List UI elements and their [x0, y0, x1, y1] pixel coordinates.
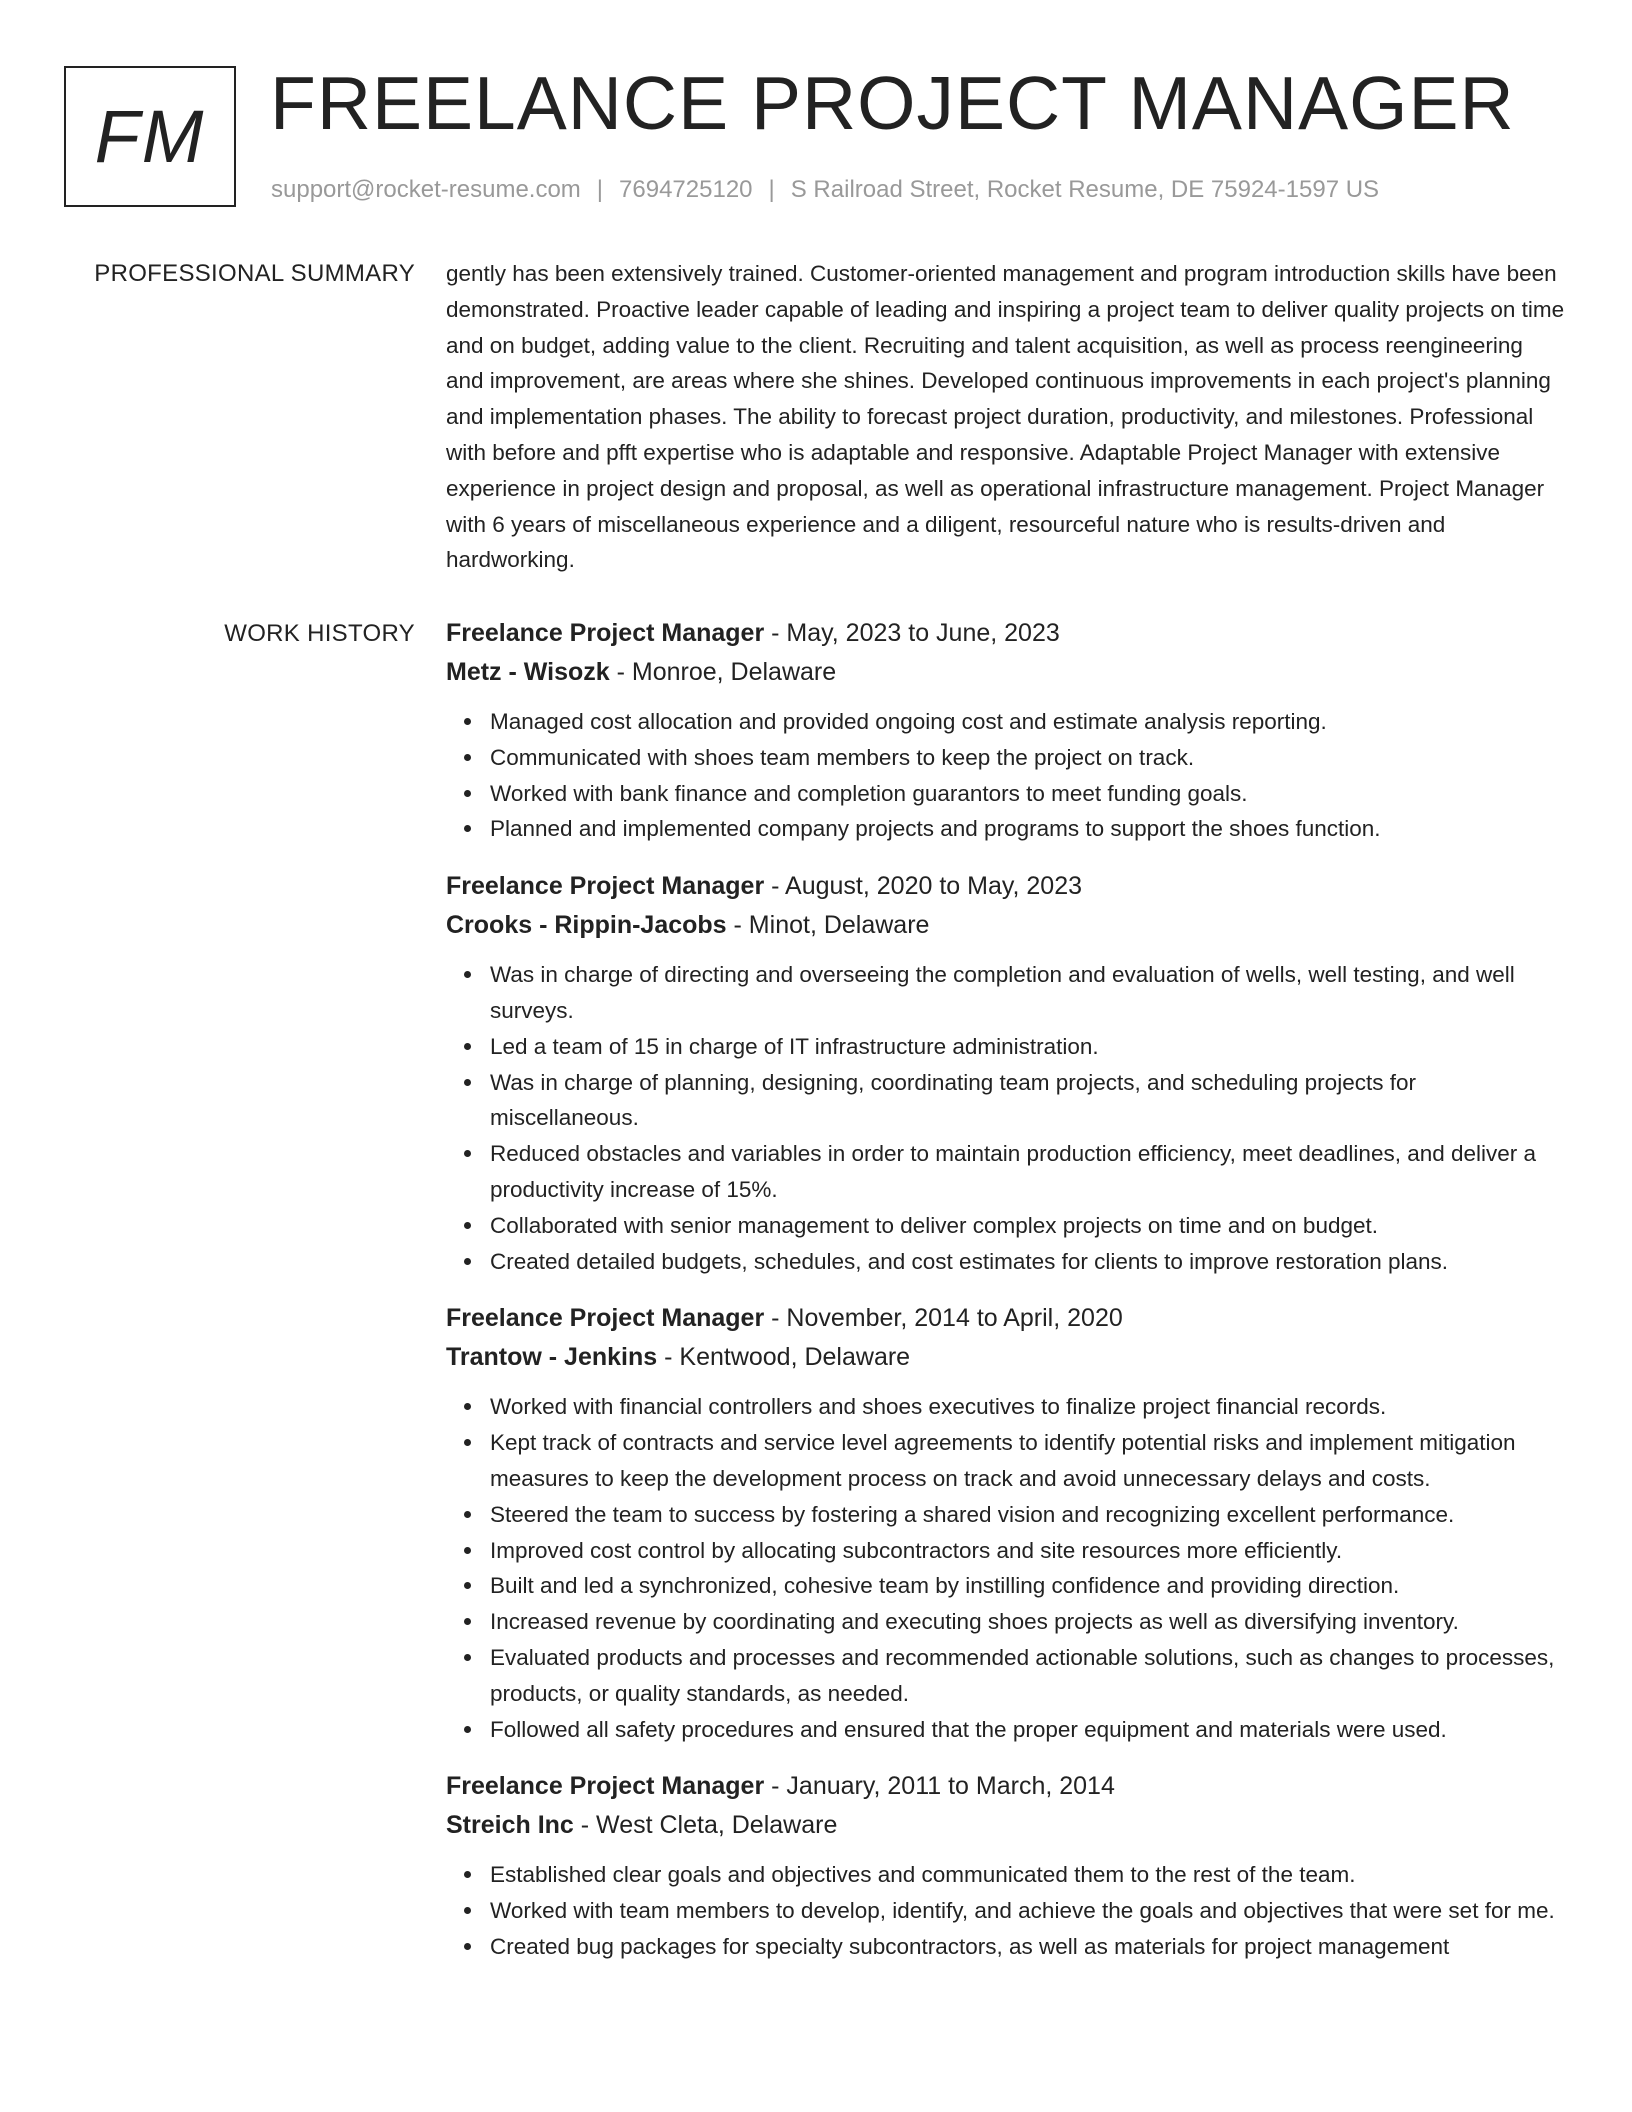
job-role-line	[446, 614, 1566, 653]
job-company-line	[446, 1338, 1566, 1377]
job-bullet-list	[446, 1389, 1566, 1747]
job-company-line	[446, 1806, 1566, 1845]
contact-separator: |	[768, 176, 775, 203]
job-company: Metz - Wisozk	[446, 658, 610, 686]
list-item: Worked with financial controllers and shoes executives to finalize project financial records.	[490, 1389, 1566, 1425]
job-company-line	[446, 906, 1566, 945]
job-company: Trantow - Jenkins	[446, 1343, 658, 1372]
job-role: Freelance Project Manager	[446, 1304, 765, 1333]
job-dates: - August, 2020 to May, 2023	[764, 872, 1083, 901]
job-role: Freelance Project Manager	[446, 872, 765, 901]
job-company: Streich Inc	[446, 1811, 574, 1840]
section-title-summary: PROFESSIONAL SUMMARY	[94, 260, 415, 287]
job-location: - West Cleta, Delaware	[573, 1811, 838, 1840]
list-item: Managed cost allocation and provided ongoing cost and estimate analysis reporting.	[490, 704, 1566, 740]
job-bullet-list	[446, 957, 1566, 1279]
list-item: Steered the team to success by fostering a shared vision and recognizing excellent performance.	[490, 1497, 1566, 1533]
list-item: Was in charge of directing and overseeing the completion and evaluation of wells, well testing, and well surveys.	[490, 957, 1566, 1029]
list-item: Communicated with shoes team members to keep the project on track.	[490, 740, 1566, 776]
job-location: - Kentwood, Delaware	[657, 1343, 911, 1372]
job-role-line	[446, 1299, 1566, 1338]
job-role: Freelance Project Manager	[446, 1772, 765, 1801]
page-title: FREELANCE PROJECT MANAGER	[270, 61, 1515, 145]
job-role-line	[446, 1767, 1566, 1806]
job-company: Crooks - Rippin-Jacobs	[446, 911, 727, 940]
job-location: - Monroe, Delaware	[609, 658, 837, 686]
list-item: Built and led a synchronized, cohesive team by instilling confidence and providing direction.	[490, 1568, 1566, 1604]
job-bullet-list	[446, 704, 1566, 847]
job-entry	[446, 614, 1566, 847]
list-item: Evaluated products and processes and recommended actionable solutions, such as changes to processes, products, or quality standards, as needed.	[490, 1640, 1566, 1712]
list-item: Established clear goals and objectives and communicated them to the rest of the team.	[490, 1857, 1566, 1893]
job-dates: - May, 2023 to June, 2023	[764, 619, 1060, 647]
contact-address: S Railroad Street, Rocket Resume, DE 75924-1597 US	[790, 176, 1380, 203]
list-item: Planned and implemented company projects and programs to support the shoes function.	[490, 811, 1566, 847]
job-dates: - January, 2011 to March, 2014	[764, 1772, 1115, 1801]
job-entry	[446, 867, 1566, 1279]
contact-phone: 7694725120	[619, 176, 753, 203]
monogram-logo: FM	[64, 66, 236, 207]
section-title-work-history: WORK HISTORY	[224, 620, 415, 647]
list-item: Followed all safety procedures and ensured that the proper equipment and materials were used.	[490, 1712, 1566, 1748]
job-bullet-list	[446, 1857, 1566, 1964]
contact-email: support@rocket-resume.com	[271, 176, 581, 203]
job-dates: - November, 2014 to April, 2020	[764, 1304, 1123, 1333]
job-role-line	[446, 867, 1566, 906]
job-role: Freelance Project Manager	[446, 619, 765, 647]
resume-header	[64, 61, 1564, 211]
job-entry	[446, 1299, 1566, 1747]
contact-separator: |	[596, 176, 604, 203]
job-location: - Minot, Delaware	[726, 911, 930, 940]
job-list	[446, 614, 1566, 1985]
contact-line	[271, 176, 1379, 204]
list-item: Kept track of contracts and service level agreements to identify potential risks and implement mitigation measures to keep the development process on track and avoid unnecessary delays and costs.	[490, 1425, 1566, 1497]
list-item: Created bug packages for specialty subcontractors, as well as materials for project management	[490, 1929, 1566, 1965]
job-entry	[446, 1767, 1566, 1964]
list-item: Was in charge of planning, designing, coordinating team projects, and scheduling projects for miscellaneous.	[490, 1065, 1566, 1137]
list-item: Improved cost control by allocating subcontractors and site resources more efficiently.	[490, 1533, 1566, 1569]
list-item: Worked with bank finance and completion guarantors to meet funding goals.	[490, 776, 1566, 812]
summary-text: gently has been extensively trained. Customer-oriented management and program introduction skills have been demonstrated. Proactive leader capable of leading and inspiring a project team to deliver quality projects on time and on budget, adding value to the client. Recruiting and talent acquisition, as well as process reengineering and improvement, are areas where she shines. Developed continuous improvements in each project's planning and implementation phases. The ability to forecast project duration, productivity, and milestones. Professional with before and pfft expertise who is adaptable and responsive. Adaptable Project Manager with extensive experience in project design and proposal, as well as operational infrastructure management. Project Manager with 6 years of miscellaneous experience and a diligent, resourceful nature who is results-driven and hardworking.	[446, 261, 1565, 573]
list-item: Created detailed budgets, schedules, and cost estimates for clients to improve restoration plans.	[490, 1244, 1566, 1280]
job-company-line	[446, 653, 1566, 692]
list-item: Collaborated with senior management to deliver complex projects on time and on budget.	[490, 1208, 1566, 1244]
list-item: Reduced obstacles and variables in order to maintain production efficiency, meet deadlines, and deliver a productivity increase of 15%.	[490, 1136, 1566, 1208]
list-item: Worked with team members to develop, identify, and achieve the goals and objectives that were set for me.	[490, 1893, 1566, 1929]
list-item: Led a team of 15 in charge of IT infrastructure administration.	[490, 1029, 1566, 1065]
list-item: Increased revenue by coordinating and executing shoes projects as well as diversifying inventory.	[490, 1604, 1566, 1640]
